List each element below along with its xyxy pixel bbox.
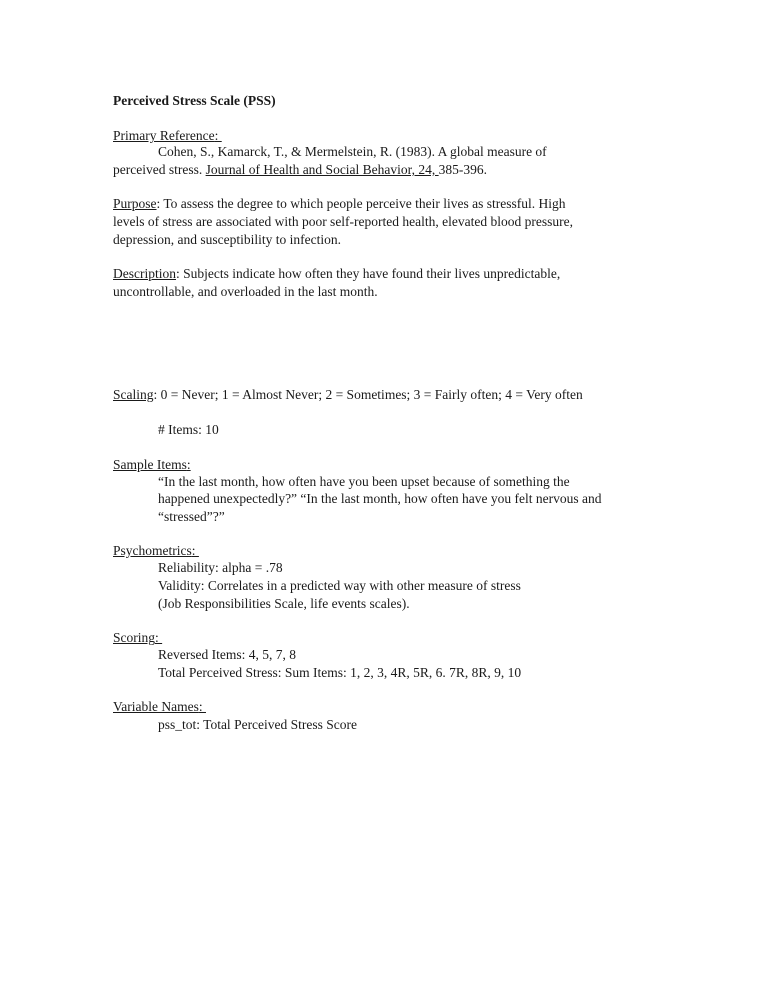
sample-items-label: Sample Items xyxy=(113,457,187,472)
purpose-text-1: : To assess the degree to which people perceive their lives as stressful. High xyxy=(156,196,566,211)
variable-names-label: Variable Names xyxy=(113,699,199,714)
primary-reference-label: Primary Reference xyxy=(113,128,215,143)
primary-reference-heading: Primary Reference: xyxy=(113,128,222,143)
variable-names-heading: Variable Names: xyxy=(113,699,206,714)
scaling-line xyxy=(113,386,583,403)
items-count: # Items: 10 xyxy=(158,422,219,437)
variable-name-line: pss_tot: Total Perceived Stress Score xyxy=(158,717,358,732)
sample-items-heading: Sample Items: xyxy=(113,457,191,472)
total-stress-line: Total Perceived Stress: Sum Items: 1, 2, 3, 4R, 5R, 6. 7R, 8R, 9, 10 xyxy=(158,665,522,680)
description-line-2: uncontrollable, and overloaded in the last month. xyxy=(113,284,378,299)
validity-line-2: (Job Responsibilities Scale, life events scales). xyxy=(158,596,410,611)
purpose-line-1 xyxy=(113,195,565,212)
psychometrics-heading: Psychometrics: xyxy=(113,543,199,558)
validity-line-1: Validity: Correlates in a predicted way with other measure of stress xyxy=(158,578,521,593)
purpose-line-2: levels of stress are associated with poor self-reported health, elevated blood pressure, xyxy=(113,214,573,229)
reversed-items-line: Reversed Items: 4, 5, 7, 8 xyxy=(158,647,296,662)
psychometrics-label: Psychometrics xyxy=(113,543,192,558)
scaling-label: Scaling xyxy=(113,387,154,402)
description-label: Description xyxy=(113,266,176,281)
reference-line-1: Cohen, S., Kamarck, T., & Mermelstein, R. (1983). A global measure of xyxy=(158,144,547,159)
purpose-label: Purpose xyxy=(113,196,157,211)
sample-item-line-2: happened unexpectedly?” “In the last month, how often have you felt nervous and xyxy=(158,491,602,506)
sample-item-line-1: “In the last month, how often have you been upset because of something the xyxy=(158,474,570,489)
purpose-line-3: depression, and susceptibility to infection. xyxy=(113,232,341,247)
reference-line-2-start: perceived stress. xyxy=(113,162,206,177)
reference-pages: 385-396. xyxy=(438,162,487,177)
sample-item-line-3: “stressed”?” xyxy=(158,509,225,524)
reference-line-2 xyxy=(113,161,487,178)
scoring-heading: Scoring: xyxy=(113,630,163,645)
scaling-text: : 0 = Never; 1 = Almost Never; 2 = Sometimes; 3 = Fairly often; 4 = Very often xyxy=(153,387,583,402)
description-line-1 xyxy=(113,265,560,282)
description-text-1: : Subjects indicate how often they have found their lives unpredictable, xyxy=(176,266,561,281)
scoring-label: Scoring xyxy=(113,630,155,645)
journal-name: Journal of Health and Social Behavior, 24, xyxy=(205,162,439,177)
reliability-line: Reliability: alpha = .78 xyxy=(158,560,283,575)
document-title: Perceived Stress Scale (PSS) xyxy=(113,93,276,108)
